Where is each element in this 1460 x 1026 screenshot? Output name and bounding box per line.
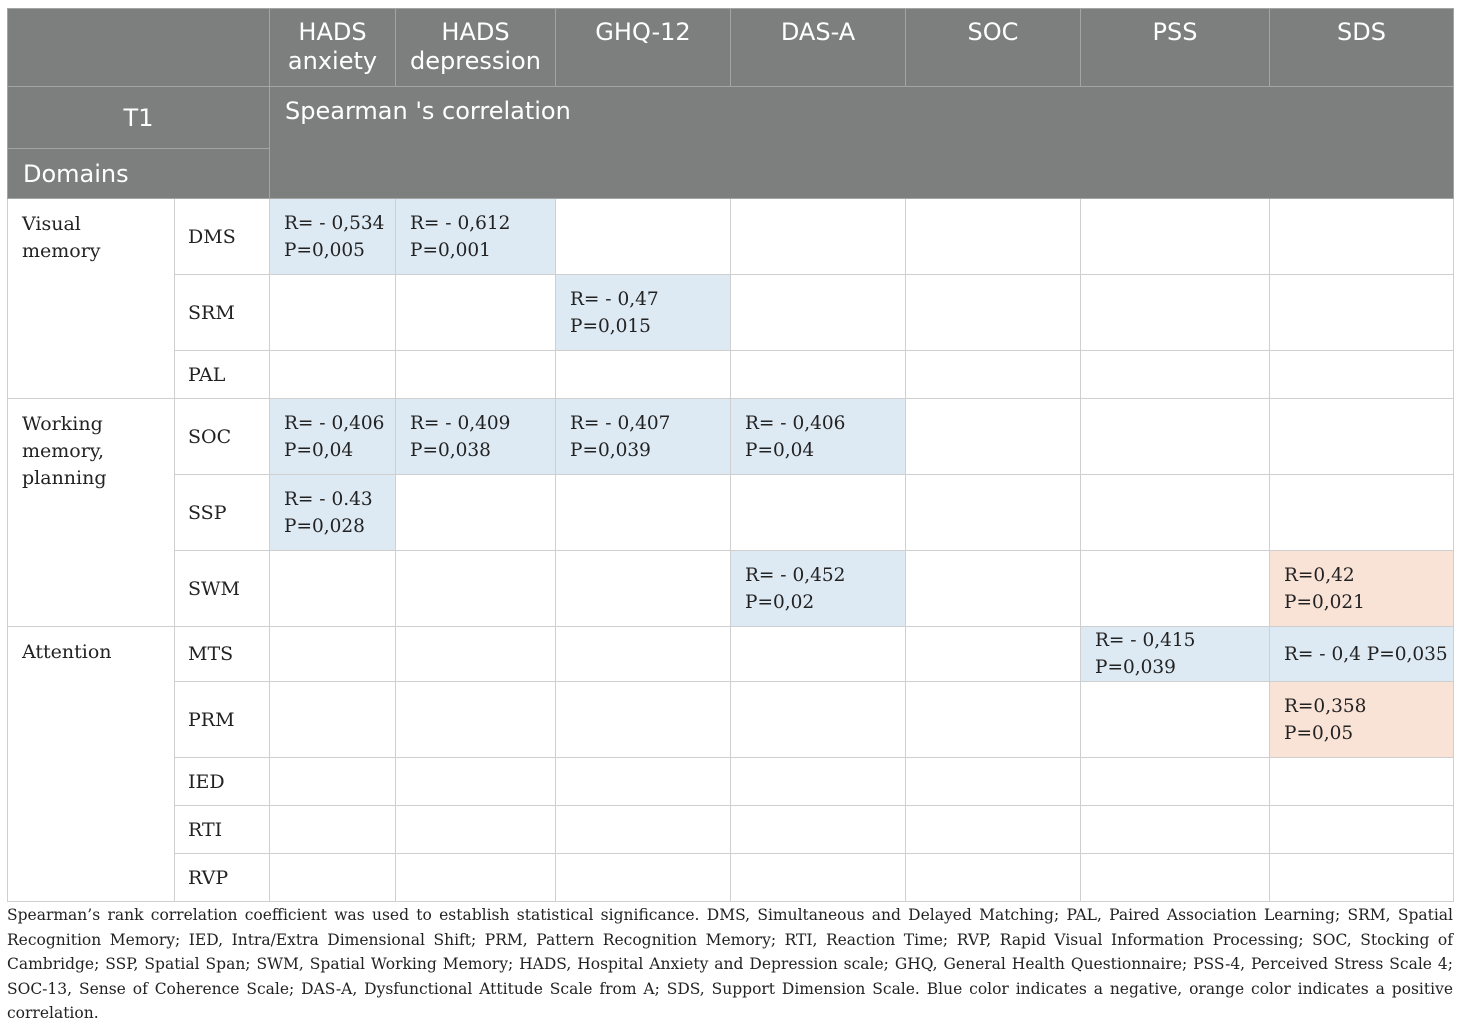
test-label: SOC (175, 399, 270, 475)
empty-cell (556, 551, 731, 627)
p-value: P=0,021 (1284, 591, 1365, 613)
empty-cell (1270, 199, 1454, 275)
empty-cell (731, 758, 906, 806)
empty-cell (270, 275, 396, 351)
empty-cell (1081, 351, 1270, 399)
empty-cell (731, 199, 906, 275)
table-row (8, 682, 1454, 758)
table-row (8, 351, 1454, 399)
empty-cell (1081, 806, 1270, 854)
table-row (8, 758, 1454, 806)
r-value: R= - 0,406 (284, 412, 385, 434)
empty-cell (1270, 854, 1454, 902)
empty-cell (1081, 854, 1270, 902)
empty-cell (1081, 275, 1270, 351)
empty-cell (556, 854, 731, 902)
p-value: P=0,015 (570, 315, 651, 337)
empty-cell (556, 627, 731, 682)
p-value: P=0,001 (410, 239, 491, 261)
test-label: DMS (175, 199, 270, 275)
empty-cell (731, 627, 906, 682)
r-value: R= - 0.43 (284, 488, 373, 510)
table-row (8, 627, 1454, 682)
header-corner (8, 9, 270, 87)
empty-cell (1081, 399, 1270, 475)
r-value: R= - 0,4 P=0,035 (1284, 643, 1448, 665)
empty-cell (396, 475, 556, 551)
test-label: IED (175, 758, 270, 806)
correlation-cell (270, 199, 396, 275)
empty-cell (556, 806, 731, 854)
empty-cell (906, 275, 1081, 351)
col-header-hads-anxiety: HADS anxiety (270, 9, 396, 87)
empty-cell (1081, 475, 1270, 551)
footnote: Spearman’s rank correlation coefficient was used to establish statistical significance. DMS, Simultaneous and Delayed Matching; PAL, Paired Association Learning; SRM, Spatial Recognition Memory; IED, Intra/Extra Dimensional Shift; PRM, Pattern Recognition Memory; RTI, Reaction Time; RVP, Rapid Visual Information Processing; SOC, Stocking of Cambridge; SSP, Spatial Span; SWM, Spatial Working Memory; HADS, Hospital Anxiety and Depression scale; GHQ, General Health Questionnaire; PSS-4, Perceived Stress Scale 4; SOC-13, Sense of Coherence Scale; DAS-A, Dysfunctional Attitude Scale from A; SDS, Support Dimension Scale. Blue color indicates a negative, orange color indicates a positive correlation. (7, 906, 1453, 1022)
col-header-soc: SOC (906, 9, 1081, 87)
empty-cell (906, 551, 1081, 627)
test-label: SSP (175, 475, 270, 551)
table-row (8, 806, 1454, 854)
correlation-cell (396, 199, 556, 275)
empty-cell (906, 475, 1081, 551)
empty-cell (396, 551, 556, 627)
domains-label: Domains (8, 149, 270, 199)
domain-label: Working memory, planning (8, 399, 175, 627)
spearman-label: Spearman 's correlation (270, 87, 1454, 199)
p-value: P=0,005 (284, 239, 365, 261)
table-row (8, 854, 1454, 902)
table-row (8, 551, 1454, 627)
empty-cell (556, 199, 731, 275)
empty-cell (731, 475, 906, 551)
r-value: R=0,358 (1284, 695, 1367, 717)
empty-cell (270, 806, 396, 854)
empty-cell (556, 682, 731, 758)
p-value: P=0,02 (745, 591, 815, 613)
correlation-cell (731, 551, 906, 627)
test-label: RTI (175, 806, 270, 854)
empty-cell (906, 758, 1081, 806)
empty-cell (396, 351, 556, 399)
table-body (8, 199, 1454, 902)
empty-cell (396, 682, 556, 758)
empty-cell (1270, 351, 1454, 399)
col-header-das-a: DAS-A (731, 9, 906, 87)
table-row (8, 399, 1454, 475)
p-value: P=0,05 (1284, 722, 1354, 744)
empty-cell (731, 275, 906, 351)
empty-cell (731, 682, 906, 758)
p-value: P=0,038 (410, 439, 491, 461)
t1-label: T1 (8, 87, 270, 149)
test-label: SRM (175, 275, 270, 351)
empty-cell (731, 806, 906, 854)
correlation-cell (1081, 627, 1270, 682)
empty-cell (556, 758, 731, 806)
empty-cell (906, 806, 1081, 854)
correlation-cell (396, 399, 556, 475)
col-header-sds: SDS (1270, 9, 1454, 87)
empty-cell (906, 199, 1081, 275)
col-header-ghq12: GHQ-12 (556, 9, 731, 87)
r-value: R=0,42 (1284, 564, 1355, 586)
correlation-cell (1270, 682, 1454, 758)
correlation-cell (1270, 627, 1454, 682)
empty-cell (906, 682, 1081, 758)
empty-cell (1270, 806, 1454, 854)
empty-cell (1270, 275, 1454, 351)
r-value: R= - 0,534 (284, 212, 385, 234)
empty-cell (1270, 758, 1454, 806)
correlation-cell (1270, 551, 1454, 627)
correlation-cell (731, 399, 906, 475)
correlation-cell (556, 275, 731, 351)
col-header-pss: PSS (1081, 9, 1270, 87)
test-label: MTS (175, 627, 270, 682)
test-label: SWM (175, 551, 270, 627)
r-value: R= - 0,407 (570, 412, 671, 434)
col-header-hads-depression: HADS depression (396, 9, 556, 87)
r-value: R= - 0,406 (745, 412, 846, 434)
empty-cell (556, 475, 731, 551)
empty-cell (906, 351, 1081, 399)
p-value: P=0,028 (284, 515, 365, 537)
domain-label: Visual memory (8, 199, 175, 399)
empty-cell (906, 854, 1081, 902)
correlation-cell (270, 475, 396, 551)
correlation-table (7, 8, 1454, 902)
table-row (8, 475, 1454, 551)
p-value: P=0,04 (284, 439, 354, 461)
empty-cell (396, 758, 556, 806)
empty-cell (556, 351, 731, 399)
r-value: R= - 0,612 (410, 212, 511, 234)
empty-cell (270, 627, 396, 682)
r-value: R= - 0,415 P=0,039 (1095, 630, 1196, 678)
empty-cell (1081, 682, 1270, 758)
empty-cell (1270, 399, 1454, 475)
r-value: R= - 0,452 (745, 564, 846, 586)
empty-cell (270, 758, 396, 806)
empty-cell (270, 551, 396, 627)
empty-cell (396, 854, 556, 902)
correlation-cell (270, 399, 396, 475)
empty-cell (396, 627, 556, 682)
r-value: R= - 0,409 (410, 412, 511, 434)
empty-cell (396, 806, 556, 854)
empty-cell (731, 854, 906, 902)
p-value: P=0,039 (570, 439, 651, 461)
table-row (8, 199, 1454, 275)
table-row (8, 275, 1454, 351)
empty-cell (396, 275, 556, 351)
empty-cell (906, 627, 1081, 682)
r-value: R= - 0,47 (570, 288, 659, 310)
p-value: P=0,04 (745, 439, 815, 461)
domain-label: Attention (8, 627, 175, 902)
empty-cell (270, 351, 396, 399)
test-label: PAL (175, 351, 270, 399)
empty-cell (1081, 551, 1270, 627)
empty-cell (270, 854, 396, 902)
empty-cell (1081, 199, 1270, 275)
empty-cell (1081, 758, 1270, 806)
test-label: RVP (175, 854, 270, 902)
empty-cell (906, 399, 1081, 475)
empty-cell (1270, 475, 1454, 551)
correlation-cell (556, 399, 731, 475)
empty-cell (270, 682, 396, 758)
empty-cell (731, 351, 906, 399)
test-label: PRM (175, 682, 270, 758)
